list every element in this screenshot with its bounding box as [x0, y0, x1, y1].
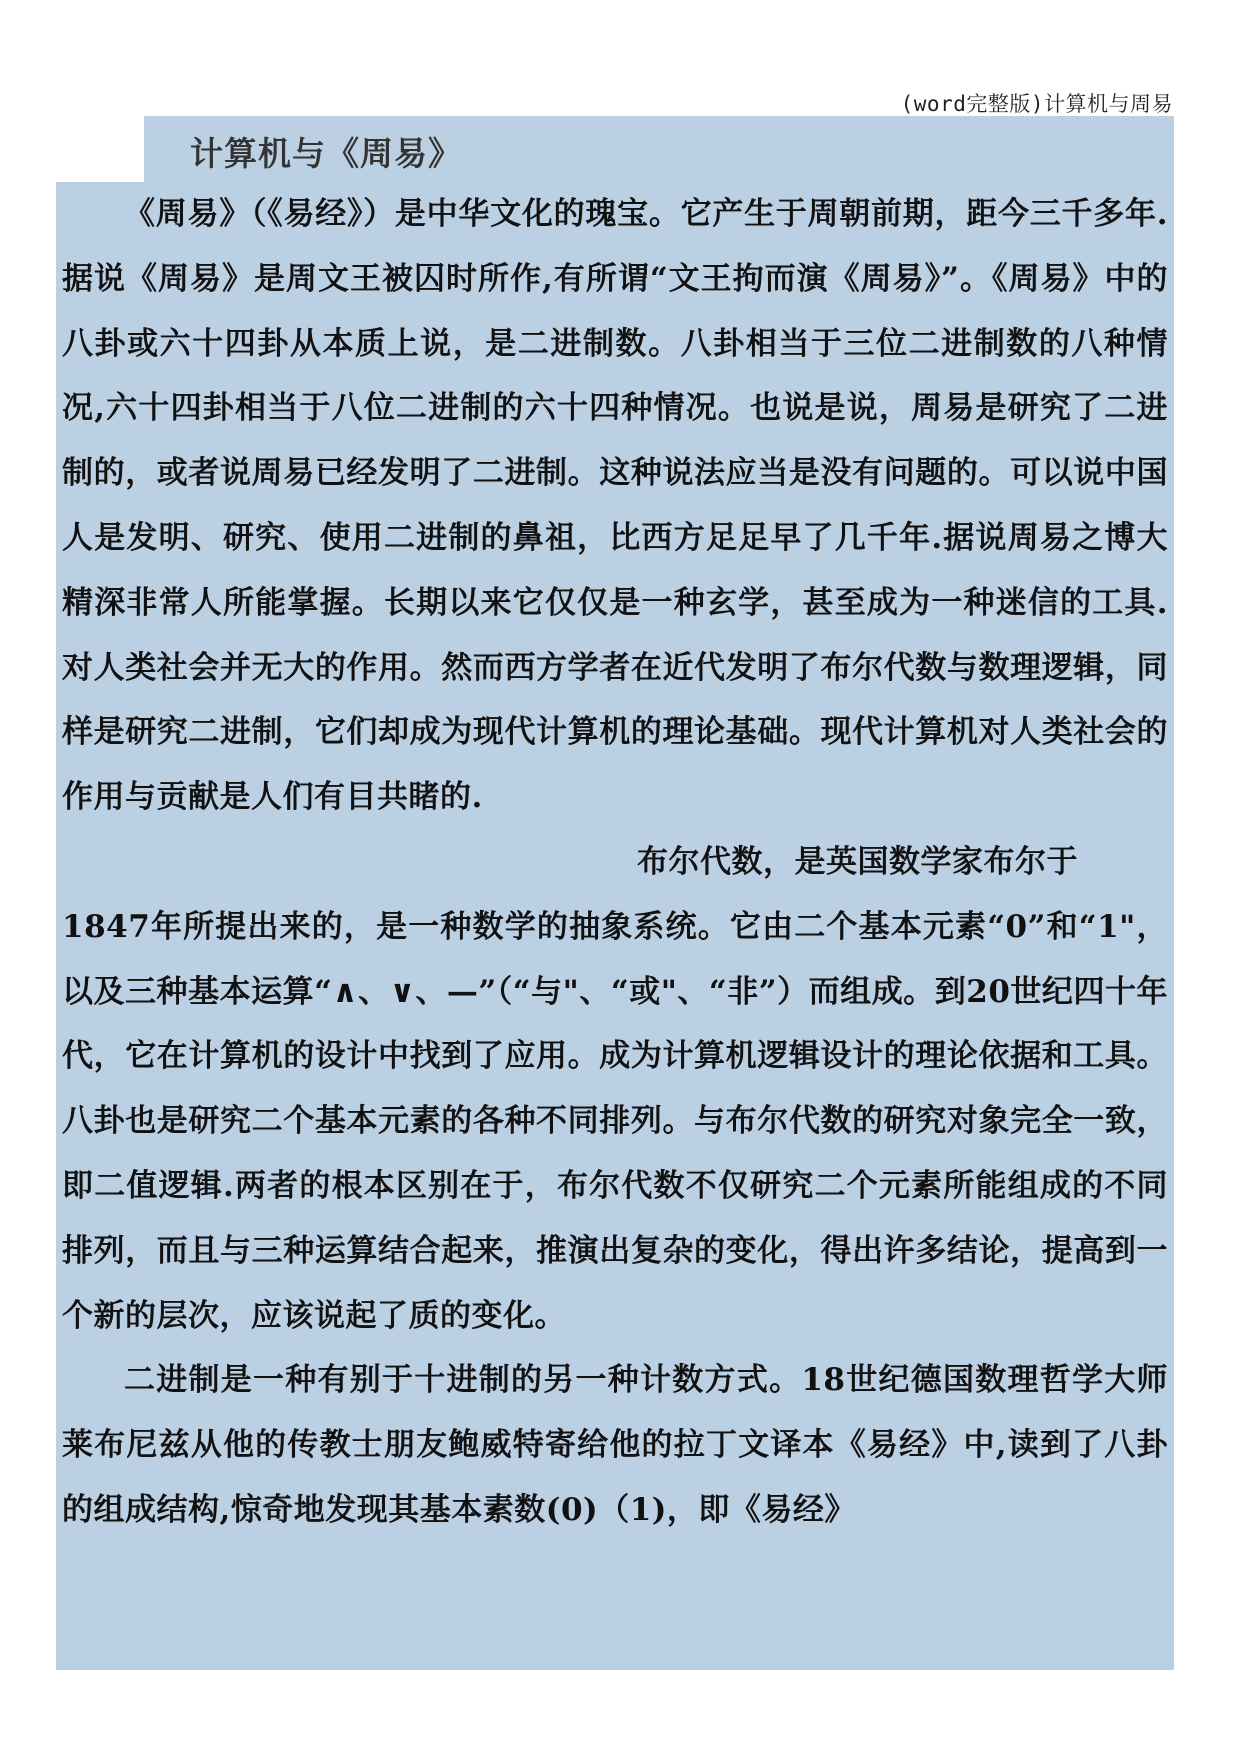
paragraph-2-lead: 布尔代数，是英国数学家布尔于 — [637, 843, 1078, 880]
paragraph-1: 《周易》（《易经》）是中华文化的瑰宝。它产生于周朝前期，距今三千多年.据说《周易》是周文王被囚时所作,有所谓“文王拘而演《周易》”。《周易》中的八卦或六十四卦从本质上说，是二进制数。八卦相当于三位二进制数的八种情况,六十四卦相当于八位二进制的六十四种情况。也说是说，周易是研究了二进制的，或者说周易已经发明了二进制。这种说法应当是没有问题的。可以说中国人是发明、研究、使用二进制的鼻祖，比西方足足早了几千年.据说周易之博大精深非常人所能掌握。长期以来它仅仅是一种玄学，甚至成为一种迷信的工具.对人类社会并无大的作用。然而西方学者在近代发明了布尔代数与数理逻辑，同样是研究二进制，它们却成为现代计算机的理论基础。现代计算机对人类社会的作用与贡献是人们有目共睹的. — [62, 196, 1168, 816]
running-header: (word完整版)计算机与周易 — [900, 92, 1173, 116]
paragraph-2 — [56, 830, 1174, 1348]
document-title: 计算机与《周易》 — [190, 134, 462, 173]
paragraph-2-body: 1847年所提出来的，是一种数学的抽象系统。它由二个基本元素“0”和“1"，以及三种基本运算“∧、∨、—”（“与"、“或"、“非”）而组成。到20世纪四十年代，它在计算机的设计中找到了应用。成为计算机逻辑设计的理论依据和工具。八卦也是研究二个基本元素的各种不同排列。与布尔代数的研究对象完全一致，即二值逻辑.两者的根本区别在于，布尔代数不仅研究二个元素所能组成的不同排列，而且与三种运算结合起来，推演出复杂的变化，得出许多结论，提高到一个新的层次，应该说起了质的变化。 — [62, 908, 1168, 1334]
paragraph-3: 二进制是一种有别于十进制的另一种计数方式。18世纪德国数理哲学大师莱布尼兹从他的传教士朋友鲍威特寄给他的拉丁文译本《易经》中,读到了八卦的组成结构,惊奇地发现其基本素数(0)（1)，即《易经》 — [62, 1362, 1168, 1528]
title-highlight — [144, 116, 1174, 182]
document-body — [56, 182, 1174, 1670]
